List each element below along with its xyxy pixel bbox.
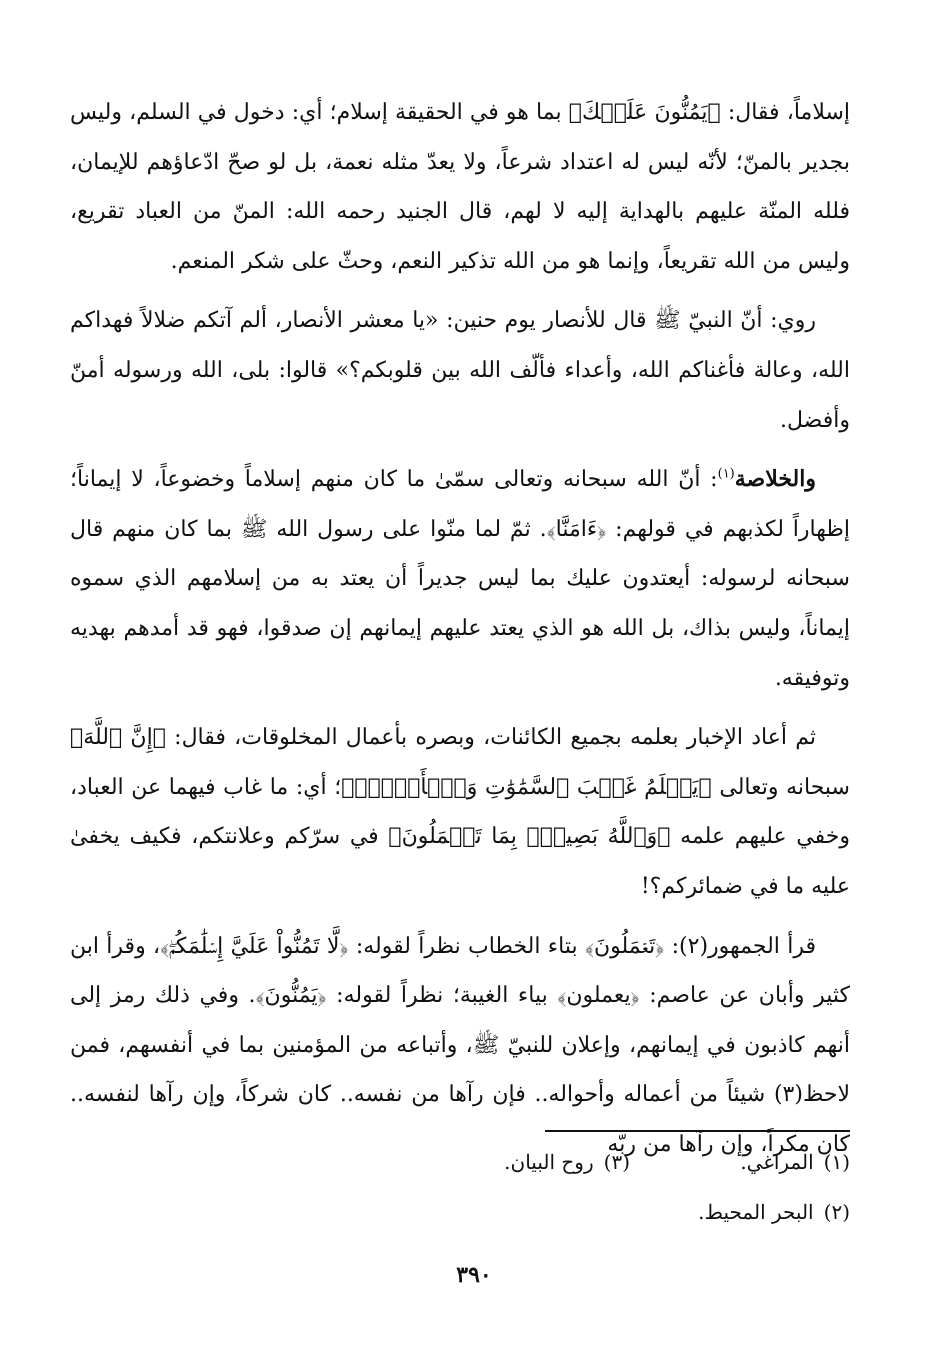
paragraph-2 [70, 296, 850, 445]
paragraph-2-text: روي: أنّ النبيّ ﷺ قال للأنصار يوم حنين: «يا معشر الأنصار، ألم آتكم ضلالاً فهداكم الله، وعالة فأغناكم الله، وأعداء فألّف الله بين قلوبكم؟» قالوا: بلى، الله ورسوله أمنّ وأفضل. [70, 308, 850, 433]
footnote-2-text: البحر المحيط. [698, 1200, 814, 1224]
footnote-1-number: (١) [823, 1150, 850, 1174]
footnote-2-number: (٢) [823, 1200, 850, 1224]
footnote-1 [630, 1145, 850, 1179]
paragraph-3 [70, 455, 850, 703]
footnote-3 [410, 1145, 630, 1179]
paragraph-1-text: إسلاماً، فقال: ﴿يَمُنُّونَ عَلَيۡكَ﴾ بما هو في الحقيقة إسلام؛ أي: دخول في السلم، وليس بجدير بالمنّ؛ لأنّه ليس له اعتداد شرعاً، ولا يعدّ مثله نعمة، بل لو صحّ ادّعاؤهم للإيمان، فلله المنّة عليهم بالهداية إليه لا لهم، قال الجنيد رحمه الله: المنّ من العباد تقريع، وليس من الله تقريعاً، وإنما هو من الله تذكير النعم، وحثّ على شكر المنعم. [70, 100, 850, 274]
footnote-ref-1: (١) [717, 466, 735, 482]
paragraph-5 [70, 922, 850, 1170]
footnote-row-1 [70, 1145, 850, 1179]
footnotes [70, 1145, 850, 1245]
paragraph-5-text: قرأ الجمهور(٢): ﴿تَعۡمَلُونَ﴾ بتاء الخطاب نظراً لقوله: ﴿لَّا تَمُنُّواْ عَلَيَّ إِسۡلَٰمَكُمۖ﴾، وقرأ ابن كثير وأبان عن عاصم: ﴿يعملون﴾ بياء الغيبة؛ نظراً لقوله: ﴿يَمُنُّونَ﴾. وفي ذلك رمز إلى أنهم كاذبون في إيمانهم، وإعلان للنبيّ ﷺ، وأتباعه من المؤمنين بما في أنفسهم، فمن لاحظ(٣) شيئاً من أعماله وأحواله.. فإن رآها من نفسه.. كان شركاً، وإن رآها لنفسه.. كان مكراً، وإن رآها من ربّه [70, 933, 850, 1157]
footnote-3-number: (٣) [603, 1150, 630, 1174]
paragraph-1 [70, 88, 850, 286]
paragraph-4-text: ثم أعاد الإخبار بعلمه بجميع الكائنات، وبصره بأعمال المخلوقات، فقال: ﴿إِنَّ ٱللَّهَ﴾ سبحانه وتعالى ﴿يَعۡلَمُ غَيۡبَ ٱلسَّمَٰوَٰتِ وَٱلۡأَرۡضِۚ﴾؛ أي: ما غاب فيهما عن العباد، وخفي عليهم علمه ﴿وَٱللَّهُ بَصِيرُۢ بِمَا تَعۡمَلُونَ﴾ في سرّكم وعلانتكم، فكيف يخفىٰ عليه ما في ضمائركم؟! [70, 725, 850, 899]
paragraph-3-text: : أنّ الله سبحانه وتعالى سمّىٰ ما كان منهم إسلاماً وخضوعاً، لا إيماناً؛ إظهاراً لكذبهم في قولهم: ﴿ءَامَنَّا﴾. ثمّ لما منّوا على رسول الله ﷺ بما كان منهم قال سبحانه لرسوله: أيعتدون عليك بما ليس جديراً أن يعتد به من إسلامهم الذي سموه إيماناً، وليس بذاك، بل الله هو الذي يعتد عليهم إيمانهم إن صدقوا، فهو قد أمدهم بهديه وتوفيقه. [70, 467, 850, 691]
footnote-1-text: المراغي. [740, 1150, 814, 1174]
footnote-2 [630, 1195, 850, 1229]
footnote-divider [545, 1130, 850, 1132]
paragraph-3-lead: والخلاصة [734, 466, 816, 493]
page-number: ٣٩٠ [456, 1262, 492, 1288]
footnote-3-text: روح البيان. [504, 1150, 594, 1174]
footnote-row-2 [70, 1195, 850, 1229]
paragraph-4 [70, 713, 850, 911]
